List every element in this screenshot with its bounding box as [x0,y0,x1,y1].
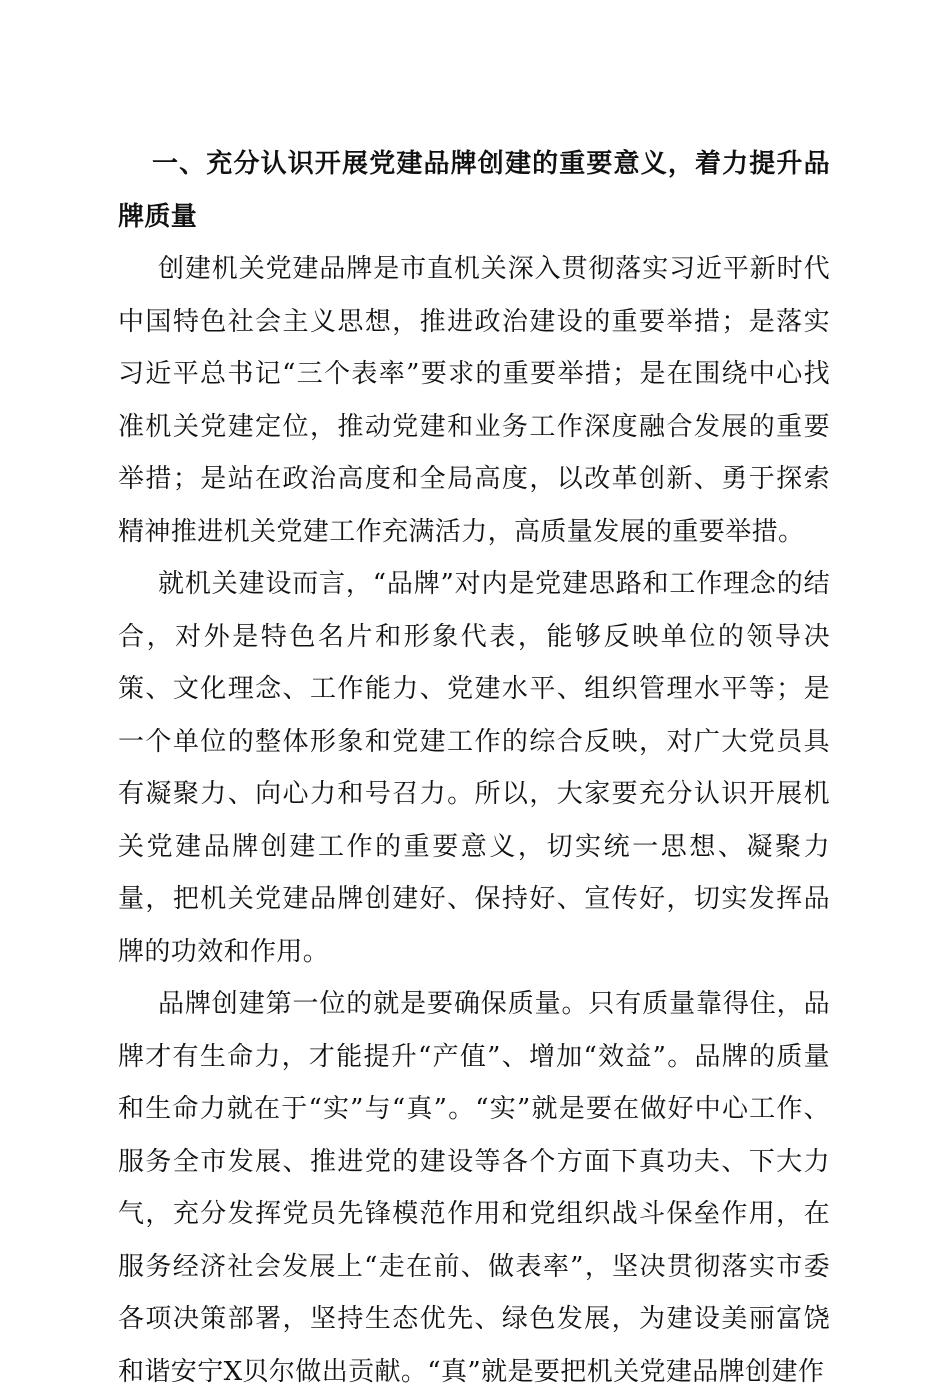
paragraph-quality: 品牌创建第一位的就是要确保质量。只有质量靠得住，品牌才有生命力，才能提升“产值”、增加“效益”。品牌的质量和生命力就在于“实”与“真”。“实”就是要在做好中心工作、服务全市发展、推进党的建设等各个方面下真功夫、下大力气，充分发挥党员先锋模范作用和党组织战斗保垒作用，在服务经济社会发展上“走在前、做表率”，坚决贯彻落实市委各项决策部署，坚持生态优先、绿色发展，为建设美丽富饶和谐安宁X贝尔做出贡献。“真”就是要把机关党建品牌创建作 [118,989,830,1387]
paragraph-significance: 创建机关党建品牌是市直机关深入贯彻落实习近平新时代中国特色社会主义思想，推进政治建设的重要举措；是落实习近平总书记“三个表率”要求的重要举措；是在围绕中心找准机关党建定位，推动党建和业务工作深度融合发展的重要举措；是站在政治高度和全局高度，以改革创新、勇于探索精神推进机关党建工作充满活力，高质量发展的重要举措。 [118,254,830,547]
document-body [118,138,830,1398]
section-heading: 一、充分认识开展党建品牌创建的重要意义，着力提升品牌质量 [118,149,830,232]
paragraph-brand-meaning: 就机关建设而言，“品牌”对内是党建思路和工作理念的结合，对外是特色名片和形象代表，能够反映单位的领导决策、文化理念、工作能力、党建水平、组织管理水平等；是一个单位的整体形象和党建工作的综合反映，对广大党员具有凝聚力、向心力和号召力。所以，大家要充分认识开展机关党建品牌创建工作的重要意义，切实统一思想、凝聚力量，把机关党建品牌创建好、保持好、宣传好，切实发挥品牌的功效和作用。 [118,569,830,967]
